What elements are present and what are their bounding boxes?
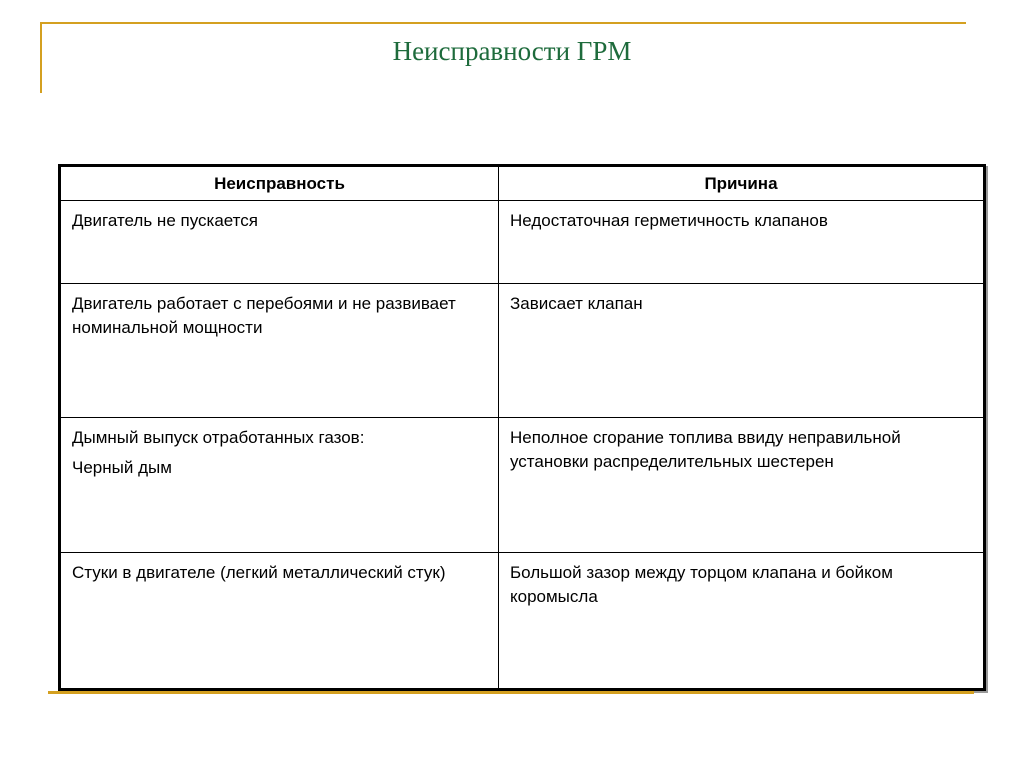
cause-cell: Зависает клапан	[499, 284, 985, 418]
fault-line: Дымный выпуск отработанных газов:	[72, 428, 365, 447]
header-fault: Неисправность	[60, 166, 499, 201]
cause-cell: Большой зазор между торцом клапана и бойком коромысла	[499, 553, 985, 690]
top-divider-line	[40, 22, 966, 24]
cause-cell: Недостаточная герметичность клапанов	[499, 201, 985, 284]
fault-cell: Двигатель не пускается	[60, 201, 499, 284]
fault-cell: Двигатель работает с перебоями и не развивает номинальной мощности	[60, 284, 499, 418]
faults-table	[58, 164, 986, 691]
fault-line: Черный дым	[72, 458, 172, 477]
table-row	[60, 553, 985, 690]
fault-cell	[60, 418, 499, 553]
table-header-row	[60, 166, 985, 201]
bottom-divider-line	[48, 691, 974, 694]
table-row	[60, 418, 985, 553]
cause-cell: Неполное сгорание топлива ввиду неправильной установки распределительных шестерен	[499, 418, 985, 553]
header-cause: Причина	[499, 166, 985, 201]
slide-title: Неисправности ГРМ	[392, 36, 632, 66]
fault-cell: Стуки в двигателе (легкий металлический стук)	[60, 553, 499, 690]
table-row	[60, 284, 985, 418]
table-row	[60, 201, 985, 284]
